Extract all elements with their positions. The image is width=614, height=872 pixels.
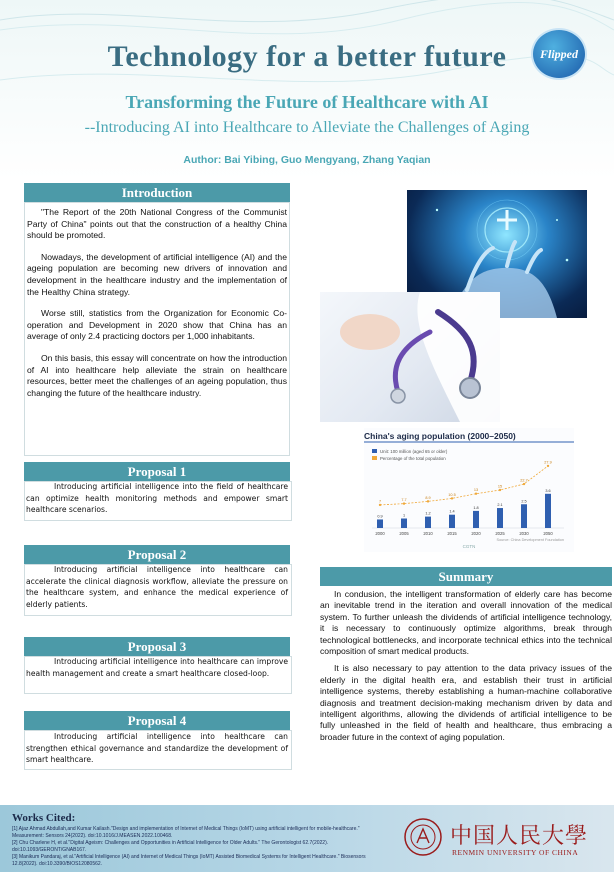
legend-bar-swatch	[372, 449, 377, 453]
bar-value-label: 1.8	[473, 505, 479, 510]
legend-line-swatch	[372, 456, 377, 460]
proposal-4-heading: Proposal 4	[24, 711, 290, 730]
bar-mark	[521, 504, 527, 528]
reference-item: [1] Ajaz Ahmad Abdullah,and Kumar Kailash."Design and implementation of Internet of Medical Things (IoMT) using artificial intelligent for mobile-healthcare." Measurement: Sensors 24(2022). doi:10.1016/J.MEASEN.2022.100468.	[12, 826, 360, 839]
bar-mark	[401, 519, 407, 529]
proposal-1-text: Introducing artificial intelligence into the field of healthcare can optimize health monitoring methods and empower smart healthcare scenarios.	[26, 482, 288, 514]
line-value-label: 27.9	[544, 460, 552, 465]
bar-value-label: 2.1	[497, 503, 503, 508]
bar-mark	[473, 511, 479, 528]
bar-value-label: 3.6	[545, 488, 551, 493]
legend-line-label: Percentage of the total population	[380, 456, 446, 461]
chart-footer-tag: CGTN	[462, 544, 476, 549]
summary-paragraph: It is also necessary to pay attention to the data privacy issues of the elderly in the digital health era, and establish their trust in artificial intelligence systems, thereby establishing a human-machine collaborative diagnosis and treatment decision-making mechanism driven by data and intelligent algorithms, allowing the dividends of artificial intelligence to be fully unleashed in the field of health and healthcare, thus embracing a broader future in the context of aging population.	[320, 663, 612, 742]
intro-paragraph: "The Report of the 20th National Congress of the Communist Party of China" points out that the construction of a healthy China should be promoted.	[27, 207, 287, 241]
x-tick-label: 2020	[471, 531, 481, 536]
intro-paragraph: On this basis, this essay will concentrate on how the introduction of AI into healthcare help alleviate the strain on healthcare resources, better meet the challenges of an ageing population, thus changing the future of the healthcare industry.	[27, 352, 287, 398]
proposal-4-text: Introducing artificial intelligence into healthcare can strengthen ethical governance and standardize the development of smart healthcare.	[26, 732, 288, 764]
chart-source: Source: China Development Foundation	[496, 538, 564, 542]
bar-mark	[497, 508, 503, 528]
intro-paragraph: Worse still, statistics from the Organization for Economic Co-operation and Development in 2020 show that China has an average of only 2.4 practicing doctors per 1,000 inhabitants.	[27, 308, 287, 342]
works-cited-title: Works Cited:	[12, 812, 76, 824]
proposal-2-heading: Proposal 2	[24, 545, 290, 564]
introduction-heading: Introduction	[24, 183, 290, 202]
introduction-box	[24, 202, 290, 456]
proposal-3-text: Introducing artificial intelligence into healthcare can improve health management and create a smart healthcare closed-loop.	[26, 657, 288, 678]
bar-value-label: 1.4	[449, 509, 455, 514]
bar-mark	[545, 494, 551, 528]
bar-value-label: 2.5	[521, 499, 527, 504]
reference-item: [2] Chu Charlene H, et al."Digital Ageism: Challenges and Opportunities in Artificial Intelligence for Older Adults." The Gerontologist 62.7(2022). doi:10.1093/GERONT/GNAB167.	[12, 840, 329, 853]
flipped-badge: Flipped	[531, 28, 587, 80]
line-value-label: 10.5	[448, 492, 456, 497]
line-value-label: 7	[378, 499, 382, 504]
chart-svg	[364, 428, 574, 552]
reference-item: [3] Manikum Pandaraj, et al."Artificial Intelligence (AI) and Internet of Medical Things (IoMT) Assisted Biomedical Systems for Intelligent Healthcare." Biosensors 12.8(2022). doi:10.3390/BIOS12080562.	[12, 854, 366, 867]
line-point	[499, 489, 501, 491]
summary-heading: Summary	[320, 567, 612, 586]
legend-bar-label: Unit: 100 million (aged 65 or older)	[380, 449, 448, 454]
line-point	[427, 500, 429, 502]
line-point	[379, 504, 381, 506]
bar-value-label: 1	[402, 513, 406, 518]
university-name-chinese: 中国人民大學	[450, 824, 589, 849]
chart-title: China's aging population (2000–2050)	[364, 431, 516, 441]
bar-mark	[377, 519, 383, 528]
bar-value-label: 0.9	[377, 514, 383, 519]
x-tick-label: 2030	[519, 531, 529, 536]
bar-value-label: 1.2	[425, 511, 431, 516]
line-value-label: 8.9	[425, 495, 431, 500]
x-tick-label: 2025	[495, 531, 505, 536]
line-value-label: 22.7	[520, 478, 528, 483]
x-tick-label: 2015	[447, 531, 457, 536]
poster-title: Technology for a better future	[107, 40, 507, 73]
proposal-1-heading: Proposal 1	[24, 462, 290, 481]
x-tick-label: 2005	[399, 531, 409, 536]
author-line: Author: Bai Yibing, Guo Mengyang, Zhang Yaqian	[183, 154, 431, 166]
line-point	[547, 465, 549, 467]
x-tick-label: 2050	[543, 531, 553, 536]
poster-subtitle-secondary: --Introducing AI into Healthcare to Alleviate the Challenges of Aging	[84, 119, 530, 136]
bar-mark	[425, 517, 431, 528]
line-point	[451, 497, 453, 499]
poster-subtitle: Transforming the Future of Healthcare with AI	[125, 92, 489, 112]
intro-paragraph: Nowadays, the development of artificial intelligence (AI) and the ageing population are becoming new drivers of innovation and development in the healthcare industry and the implementation of the Healthy China strategy.	[27, 251, 287, 297]
doctor-stethoscope-image	[320, 292, 500, 422]
line-value-label: 13	[473, 488, 479, 493]
x-tick-label: 2010	[423, 531, 433, 536]
line-point	[403, 502, 405, 504]
university-seal-icon	[403, 817, 443, 857]
university-name-english: RENMIN UNIVERSITY OF CHINA	[452, 848, 579, 857]
line-value-label: 15	[497, 484, 503, 489]
aging-population-chart	[364, 428, 574, 552]
line-point	[475, 493, 477, 495]
line-value-label: 7.7	[401, 498, 407, 503]
proposal-3-heading: Proposal 3	[24, 637, 290, 656]
summary-paragraph: In condusion, the intelligent transformation of elderly care has become an inevitable trend in the iteration and overall innovation of the medical system. To further unleash the dividends of artificial intelligence technology, it is necessary to continuously optimize algorithms, break through technological bottlenecks, and incorporate technical ethics into the technical composition of smart medical products.	[320, 589, 612, 657]
summary-body	[320, 589, 612, 749]
line-point	[523, 483, 525, 485]
x-tick-label: 2000	[375, 531, 385, 536]
proposal-2-text: Introducing artificial intelligence into healthcare can accelerate the clinical diagnosis workflow, alleviate the pressure on the healthcare system, and enhance the medical experience of elderly patients.	[26, 565, 288, 609]
bar-mark	[449, 515, 455, 528]
